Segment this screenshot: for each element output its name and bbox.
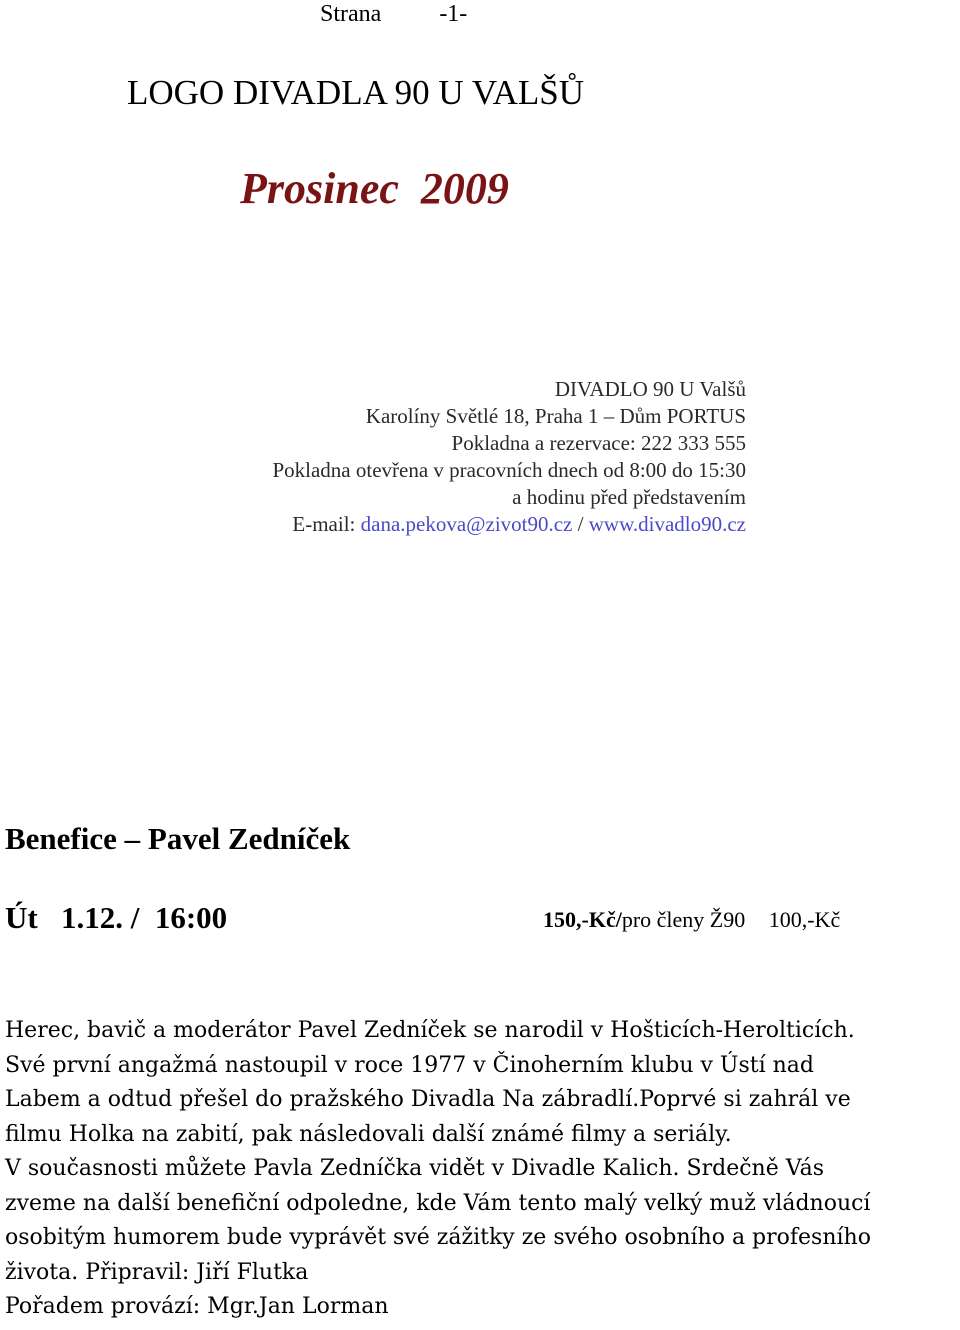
- theatre-name: DIVADLO 90 U Valšů: [554, 377, 746, 401]
- box-office-phone: Pokladna a rezervace: 222 333 555: [451, 431, 746, 455]
- page-number: -1-: [439, 1, 468, 27]
- description-line: V současnosti můžete Pavla Zedníčka vidět v Divadle Kalich. Srdečně Vás: [5, 1156, 824, 1181]
- theatre-address: Karolíny Světlé 18, Praha 1 – Dům PORTUS: [365, 404, 746, 428]
- logo-title: LOGO DIVADLA 90 U VALŠŮ: [127, 73, 584, 112]
- description-line: filmu Holka na zabití, pak následovali další známé filmy a seriály.: [5, 1121, 732, 1147]
- event-date-time: Út 1.12. / 16:00: [5, 900, 228, 935]
- page-label: Strana: [320, 1, 382, 27]
- contact-block: [272, 376, 746, 538]
- description-line: Své první angažmá nastoupil v roce 1977 v Činoherním klubu v Ústí nad: [5, 1052, 815, 1078]
- description-line: Herec, bavič a moderátor Pavel Zedníček se narodil v Hošticích-Herolticích.: [5, 1018, 855, 1043]
- link-separator: /: [577, 512, 584, 536]
- description-line: Pořadem provází: Mgr.Jan Lorman: [5, 1294, 389, 1319]
- event-description: [5, 1014, 871, 1325]
- description-line: Labem a odtud přešel do pražského Divadla Na zábradlí.Poprvé si zahrál ve: [5, 1087, 851, 1112]
- price-full: 150,-Kč/: [543, 907, 622, 932]
- event-price: [543, 902, 840, 938]
- description-line: osobitým humorem bude vyprávět své zážitky ze svého osobního a profesního: [5, 1225, 871, 1250]
- description-line: života. Připravil: Jiří Flutka: [5, 1259, 309, 1285]
- description-line: zveme na další benefiční odpoledne, kde Vám tento malý velký muž vládnoucí: [5, 1190, 871, 1216]
- website-link[interactable]: www.divadlo90.cz: [588, 512, 746, 536]
- box-office-hours: Pokladna otevřena v pracovních dnech od 8:00 do 15:30: [272, 458, 746, 482]
- box-office-hours-note: a hodinu před představením: [512, 485, 746, 509]
- price-members-label: pro členy Ž90: [621, 907, 746, 932]
- month-title: Prosinec 2009: [240, 164, 509, 213]
- email-label: E-mail:: [292, 512, 356, 536]
- email-link[interactable]: dana.pekova@zivot90.cz: [360, 512, 573, 536]
- event-title: Benefice – Pavel Zedníček: [5, 821, 351, 856]
- contact-links: [272, 511, 746, 538]
- page-header: [320, 0, 467, 28]
- price-members: 100,-Kč: [768, 907, 841, 932]
